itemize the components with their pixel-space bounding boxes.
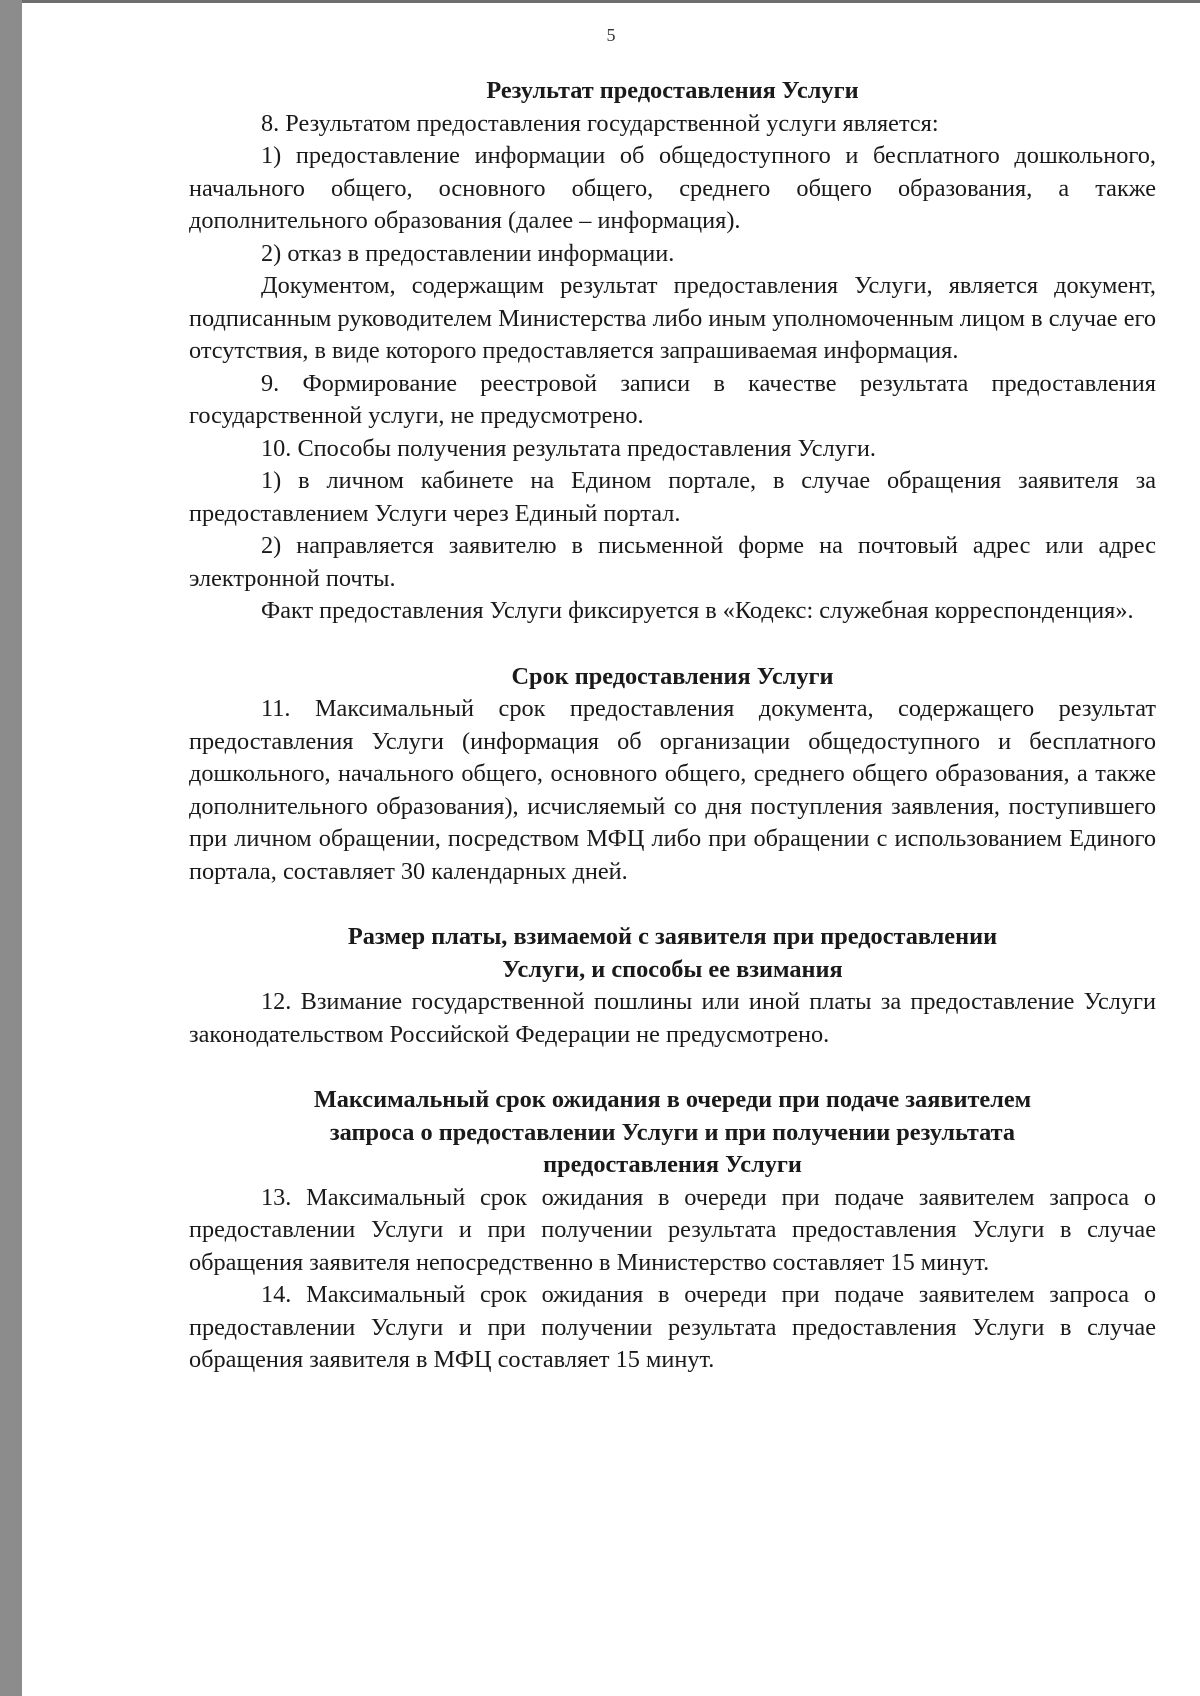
section-spacer	[189, 888, 1156, 921]
paragraph: 12. Взимание государственной пошлины или иной платы за предоставление Услуги законодательством Российской Федерации не предусмотрено.	[189, 988, 1156, 1048]
page-number: 5	[606, 25, 616, 45]
section-term	[189, 661, 1156, 889]
section-spacer	[189, 1051, 1156, 1084]
paragraph: 8. Результатом предоставления государственной услуги является:	[261, 109, 939, 137]
section-heading: Результат предоставления Услуги	[486, 77, 859, 104]
paragraph: 9. Формирование реестровой записи в качестве результата предоставления государственной услуги, не предусмотрено.	[189, 369, 1156, 429]
section-spacer	[189, 628, 1156, 661]
paragraph: 14. Максимальный срок ожидания в очереди при подаче заявителем запроса о предоставлении Услуги и при получении результата предоставления Услуги в случае обращения заявителя в МФЦ составляет 15 минут.	[189, 1281, 1156, 1373]
paragraph: Документом, содержащим результат предоставления Услуги, является документ, подписанным руководителем Министерства либо иным уполномоченным лицом в случае его отсутствия, в виде которого предоставляется запрашиваемая информация.	[189, 272, 1156, 364]
paragraph: 13. Максимальный срок ожидания в очереди при подаче заявителем запроса о предоставлении Услуги и при получении результата предоставления Услуги в случае обращения заявителя непосредственно в Министерство составляет 15 минут.	[189, 1183, 1156, 1276]
paragraph: 2) направляется заявителю в письменной форме на почтовый адрес или адрес электронной почты.	[189, 532, 1156, 592]
section-heading: Услуги, и способы ее взимания	[502, 955, 843, 983]
document-body	[189, 75, 1156, 1377]
section-fee	[189, 921, 1156, 1051]
paragraph: 1) предоставление информации об общедоступного и бесплатного дошкольного, начального общего, основного общего, среднего общего образования, а также дополнительного образования (далее – информация).	[189, 142, 1156, 234]
paragraph: 2) отказ в предоставлении информации.	[261, 239, 675, 267]
section-heading: Размер платы, взимаемой с заявителя при предоставлении	[347, 923, 998, 950]
paragraph: Факт предоставления Услуги фиксируется в «Кодекс: служебная корреспонденция».	[261, 597, 1134, 624]
document-page	[22, 3, 1200, 1696]
paragraph: 11. Максимальный срок предоставления документа, содержащего результат предоставления Услуги (информация об организации общедоступного и бесплатного дошкольного, начального общего, основного общего, среднего общего образования, а также дополнительного образования), исчисляемый со дня поступления заявления, поступившего при личном обращении, посредством МФЦ либо при обращении с использованием Единого портала, составляет 30 календарных дней.	[189, 695, 1156, 885]
section-result	[189, 75, 1156, 628]
section-queue	[189, 1084, 1156, 1377]
section-heading: Срок предоставления Услуги	[511, 662, 834, 690]
section-heading: предоставления Услуги	[543, 1151, 802, 1178]
paragraph: 1) в личном кабинете на Едином портале, в случае обращения заявителя за предоставлением Услуги через Единый портал.	[189, 467, 1156, 527]
scan-left-edge	[0, 0, 22, 1696]
paragraph: 10. Способы получения результата предоставления Услуги.	[261, 434, 876, 462]
section-heading: запроса о предоставлении Услуги и при получении результата	[329, 1118, 1016, 1146]
section-heading: Максимальный срок ожидания в очереди при подаче заявителем	[313, 1086, 1032, 1113]
